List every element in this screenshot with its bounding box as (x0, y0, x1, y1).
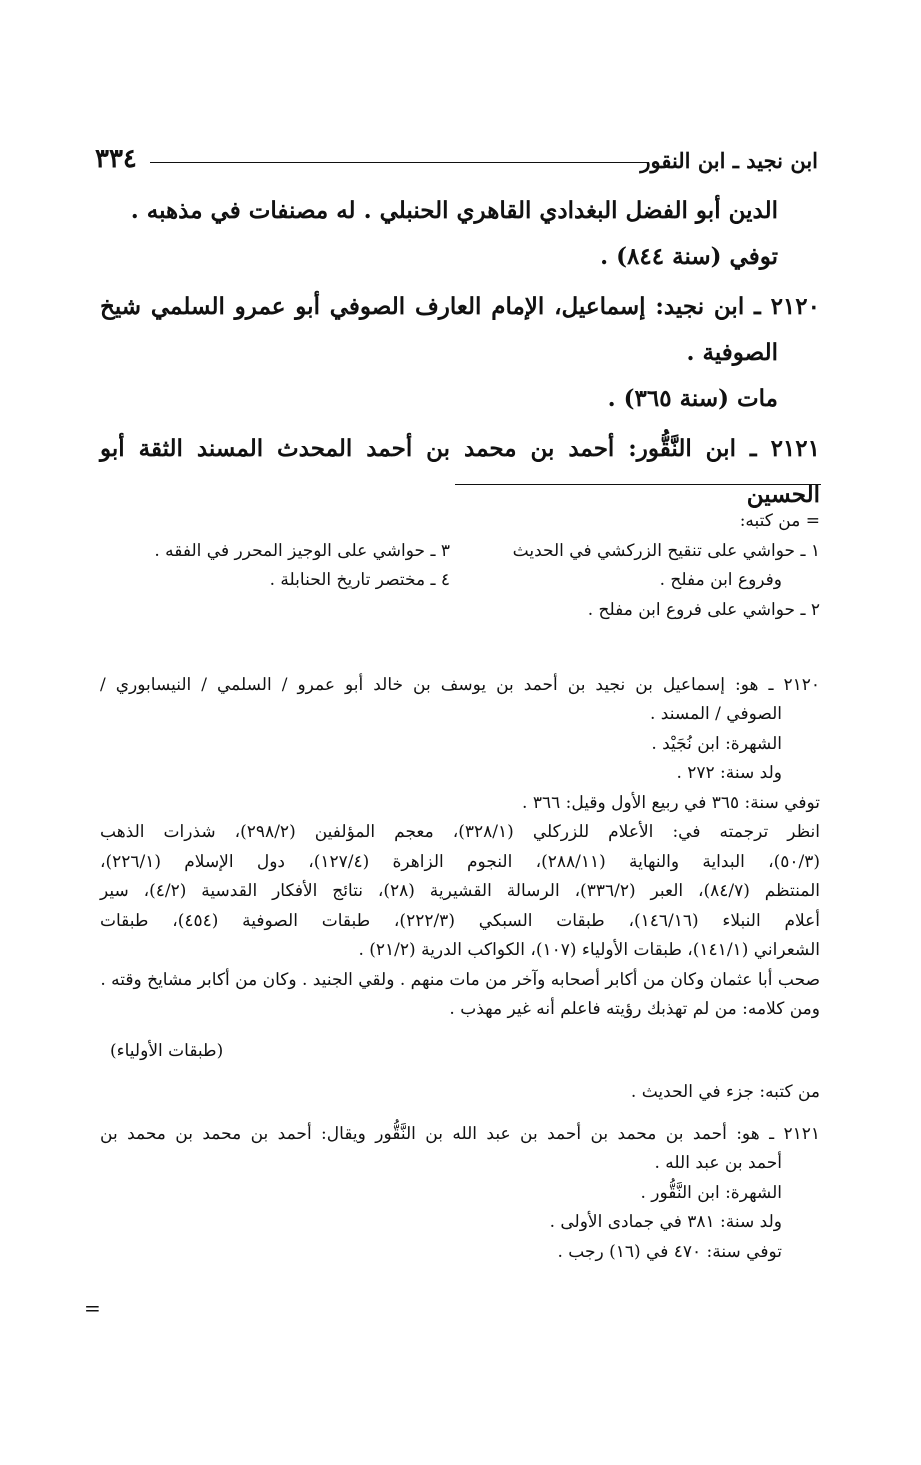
footnote-rule (455, 484, 821, 485)
footnote-line: الصوفي / المسند . (649, 704, 782, 724)
continuation-mark: = (84, 1296, 101, 1320)
book-item: ٢ ـ حواشي على فروع ابن مفلح . (587, 599, 820, 620)
book-item: ١ ـ حواشي على تنقيح الزركشي في الحديث (512, 540, 820, 561)
running-header (95, 142, 818, 176)
footnote-line: ولد سنة: ٢٧٢ . (676, 763, 782, 783)
entry-2120-heading: ٢١٢٠ ـ ابن نجيد: إسماعيل، الإمام العارف الصوفي أبو عمرو السلمي شيخ (100, 293, 820, 320)
main-line: الدين أبو الفضل البغدادي القاهري الحنبلي . له مصنفات في مذهبه . (130, 197, 778, 224)
footnote-line: المنتظم (٨٤/٧)، العبر (٣٣٦/٢)، الرسالة القشيرية (٢٨)، نتائج الأفكار القدسية (٤/٢)، سير (100, 881, 820, 901)
footnote-2120-line: ٢١٢٠ ـ هو: إسماعيل بن نجيد بن أحمد بن يوسف بن خالد أبو عمرو / السلمي / النيسابوري / (100, 674, 820, 695)
header-title: ابن نجيد ـ ابن النقور (640, 148, 818, 173)
footnote-line: انظر ترجمته في: الأعلام للزركلي (٣٢٨/١)، معجم المؤلفين (٢٩٨/٢)، شذرات الذهب (100, 822, 821, 842)
main-line: توفي (سنة ٨٤٤) . (600, 243, 778, 270)
main-text (100, 188, 820, 518)
footnote-line: ولد سنة: ٣٨١ في جمادى الأولى . (549, 1212, 782, 1232)
books-list (100, 537, 820, 655)
footnote-line: أحمد بن عبد الله . (654, 1153, 782, 1173)
footnote-line: توفي سنة: ٤٧٠ في (١٦) رجب . (557, 1241, 782, 1262)
footnote-line: ومن كلامه: من لم تهذبك رؤيته فاعلم أنه غير مهذب . (449, 999, 820, 1019)
main-line: الصوفية . (686, 339, 778, 366)
footnote-2121-line: ٢١٢١ ـ هو: أحمد بن محمد بن أحمد بن عبد الله بن النَّقُّور ويقال: أحمد بن محمد بن محمد بن (100, 1123, 820, 1144)
books-intro: = من كتبه: (739, 511, 820, 531)
header-rule (150, 162, 648, 163)
page-number: ٣٣٤ (95, 144, 137, 174)
book-item: ٣ ـ حواشي على الوجيز المحرر في الفقه . (154, 540, 450, 561)
main-line: مات (سنة ٣٦٥) . (607, 385, 778, 412)
footnote-line: الشهرة: ابن النَّقُّور . (640, 1182, 782, 1203)
footnote-line: توفي سنة: ٣٦٥ في ربيع الأول وقيل: ٣٦٦ . (522, 792, 820, 813)
book-item: ٤ ـ مختصر تاريخ الحنابلة . (269, 570, 450, 590)
books-column-right (460, 537, 820, 626)
footnotes (100, 507, 820, 1267)
entry-2121-heading: ٢١٢١ ـ ابن النَّقُّور: أحمد بن محمد بن أحمد المحدث المسند الثقة أبو الحسين (100, 435, 820, 508)
footnote-line: من كتبه: جزء في الحديث . (630, 1082, 820, 1102)
footnote-line: صحب أبا عثمان وكان من أكابر أصحابه وآخر من مات منهم . ولقي الجنيد . وكان من أكابر مشايخ وقته . (100, 969, 820, 990)
books-column-left (110, 537, 450, 596)
footnote-line: أعلام النبلاء (١٤٦/١٦)، طبقات السبكي (٢٢٢/٣)، طبقات الصوفية (٤٥٤)، طبقات (100, 910, 820, 931)
footnote-line: الشهرة: ابن نُجَيْد . (651, 733, 782, 754)
book-item-cont: وفروع ابن مفلح . (659, 570, 782, 590)
footnote-line: الشعراني (١٤١/١)، طبقات الأولياء (١٠٧)، الكواكب الدرية (٢١/٢) . (358, 940, 820, 960)
footnote-source: (طبقات الأولياء) (110, 1040, 224, 1061)
footnote-line: (٥٠/٣)، البداية والنهاية (٢٨٨/١١)، النجوم الزاهرة (١٢٧/٤)، دول الإسلام (٢٢٦/١)، (100, 851, 820, 872)
